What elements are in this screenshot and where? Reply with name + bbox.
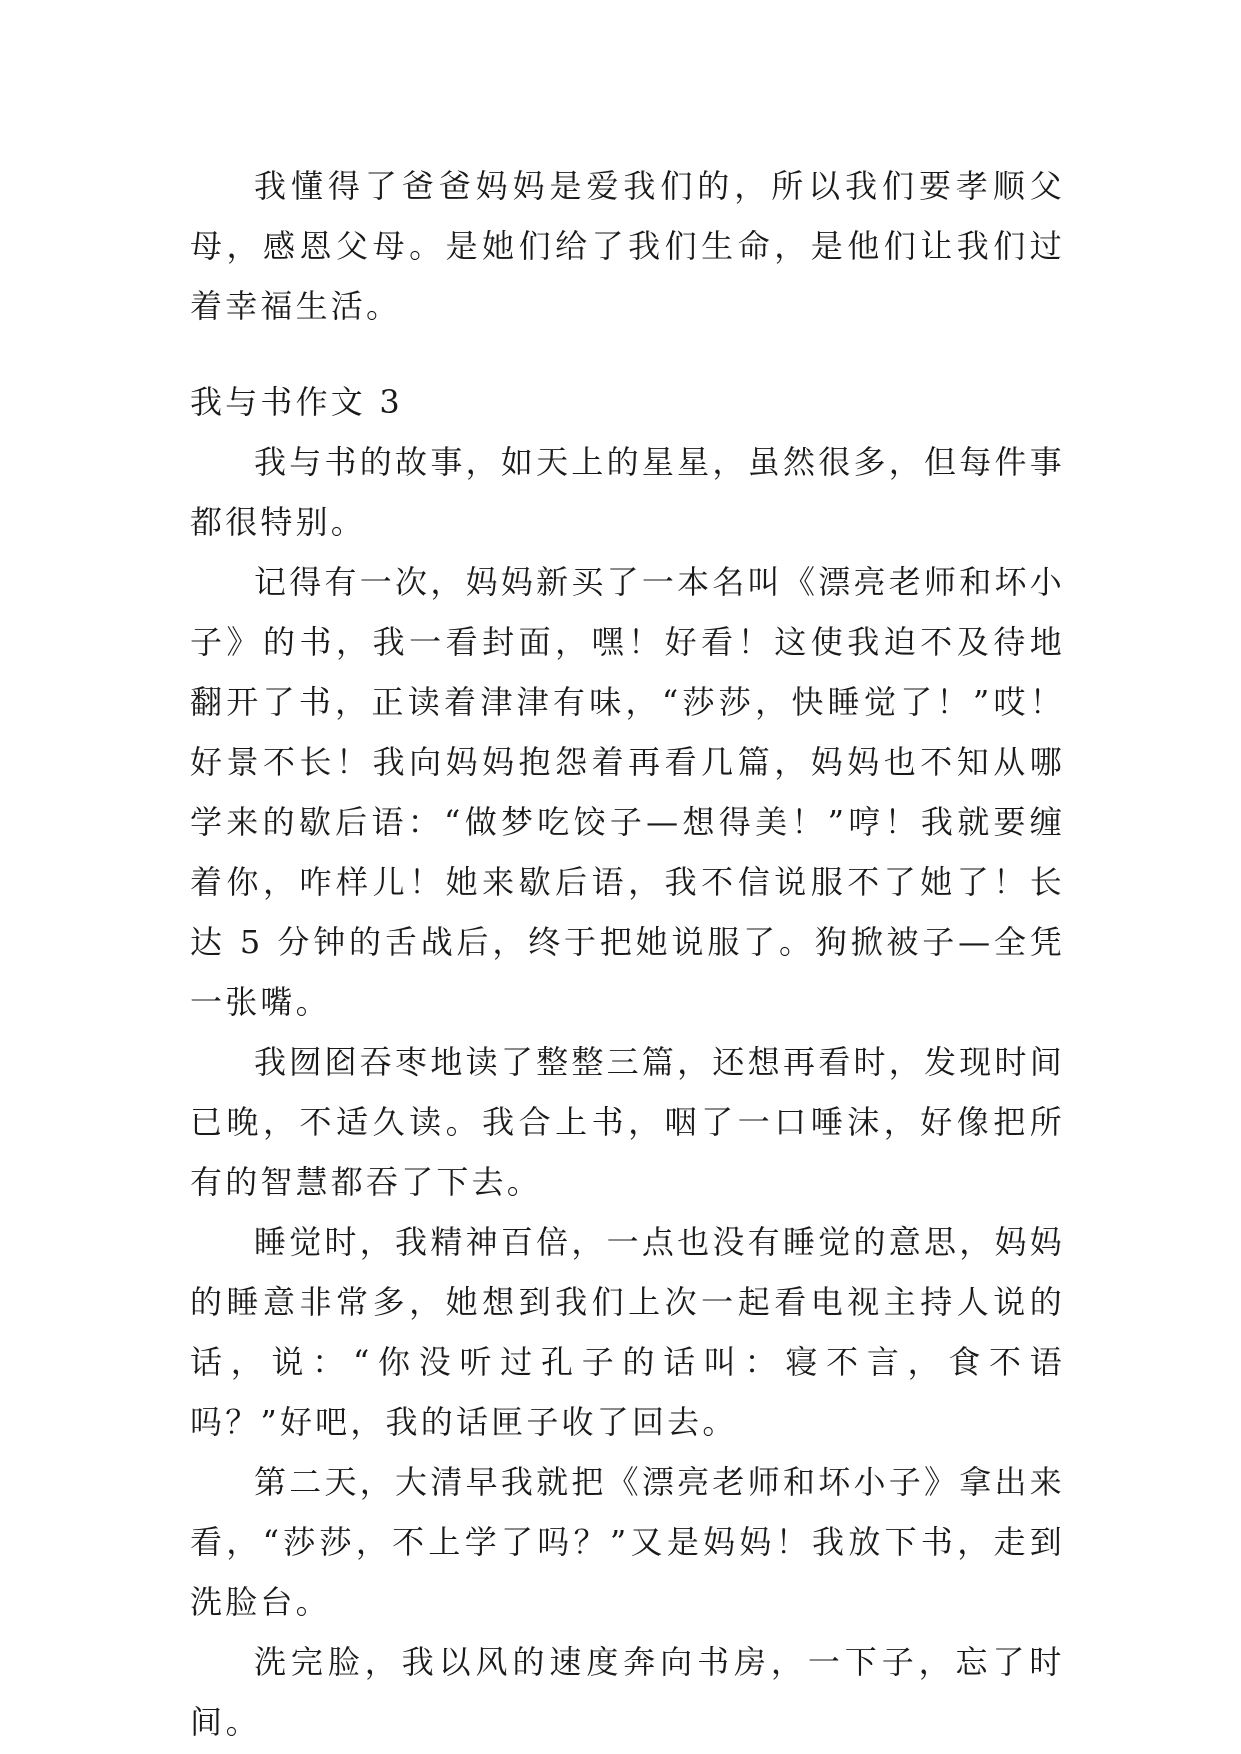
paragraph-gratitude: 我懂得了爸爸妈妈是爱我们的，所以我们要孝顺父母，感恩父母。是她们给了我们生命，是他们让我们过着幸福生活。	[190, 167, 1065, 325]
paragraph-new-book: 记得有一次，妈妈新买了一本名叫《漂亮老师和坏小子》的书，我一看封面，嘿！好看！这使我迫不及待地翻开了书，正读着津津有味，“莎莎，快睡觉了！”哎！好景不长！我向妈妈抱怨着再看几篇，妈妈也不知从哪学来的歇后语：“做梦吃饺子—想得美！”哼！我就要缠着你，咋样儿！她来歇后语，我不信说服不了她了！长达 5 分钟的舌战后，终于把她说服了。狗掀被子—全凭一张嘴。	[190, 563, 1065, 1021]
paragraph-study-room: 洗完脸，我以风的速度奔向书房，一下子，忘了时间。	[190, 1643, 1065, 1741]
paragraph-next-day: 第二天，大清早我就把《漂亮老师和坏小子》拿出来看，“莎莎，不上学了吗？”又是妈妈！我放下书，走到洗脸台。	[190, 1463, 1065, 1621]
paragraph-bedtime: 睡觉时，我精神百倍，一点也没有睡觉的意思，妈妈的睡意非常多，她想到我们上次一起看电视主持人说的话，说：“你没听过孔子的话叫：寝不言，食不语吗？”好吧，我的话匣子收了回去。	[190, 1223, 1065, 1441]
section-title: 我与书作文 3	[190, 383, 403, 421]
paragraph-intro: 我与书的故事，如天上的星星，虽然很多，但每件事都很特别。	[190, 443, 1065, 541]
document-body	[190, 156, 1065, 1752]
paragraph-reading: 我囫囵吞枣地读了整整三篇，还想再看时，发现时间已晚，不适久读。我合上书，咽了一口唾沫，好像把所有的智慧都吞了下去。	[190, 1043, 1065, 1201]
